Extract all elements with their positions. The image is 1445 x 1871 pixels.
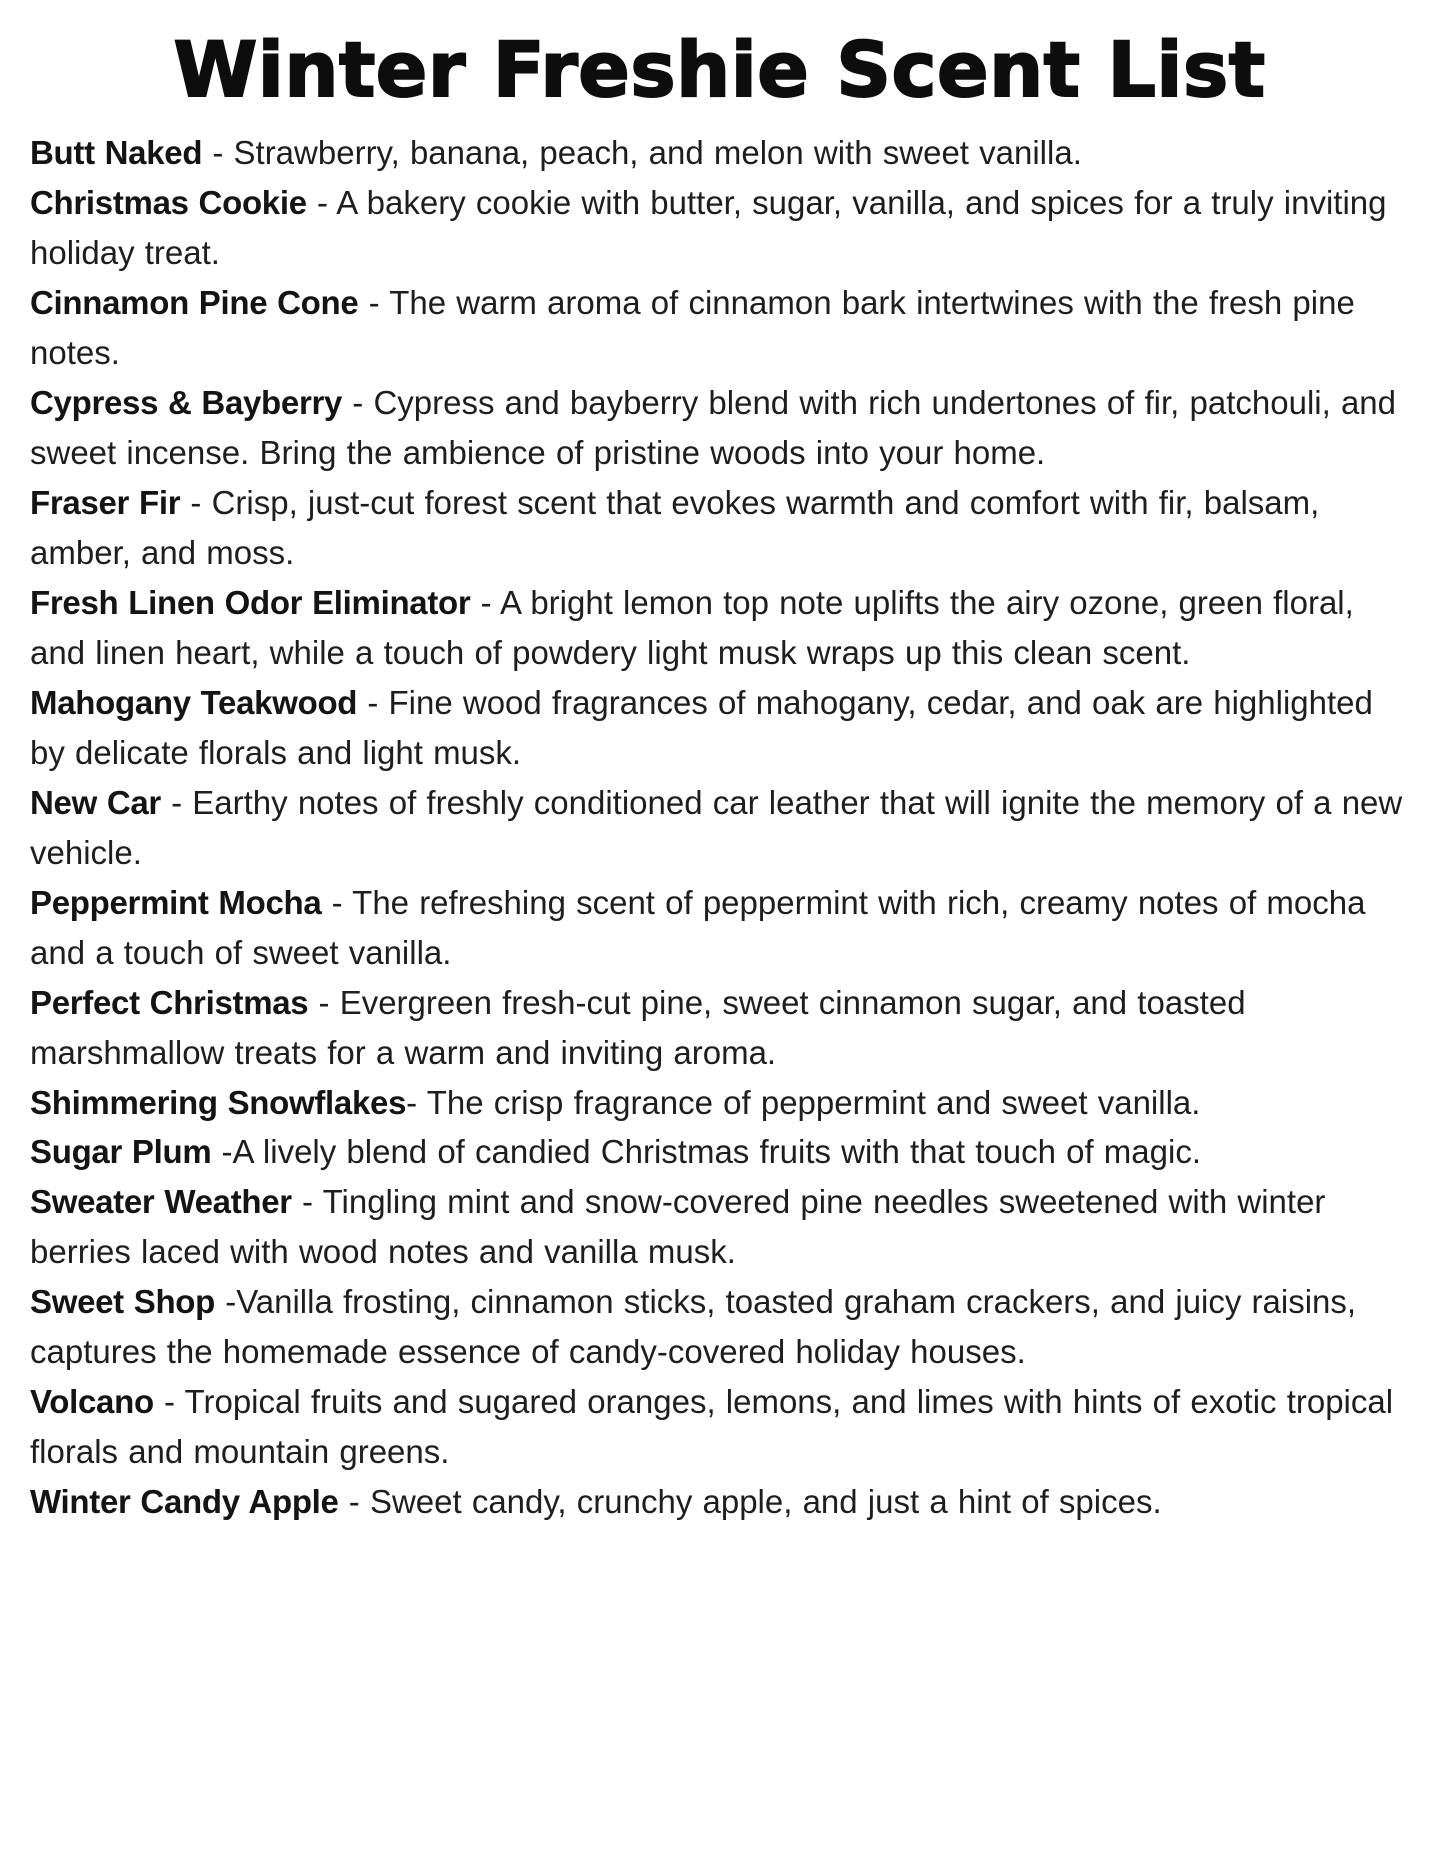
scent-separator: - — [406, 1083, 427, 1121]
scent-entry-sweater-weather — [30, 1177, 1409, 1277]
scent-entry-cinnamon-pine-cone — [30, 278, 1409, 378]
scent-separator: - — [153, 1383, 185, 1421]
scent-description: Tropical fruits and sugared oranges, lemons, and limes with hints of exotic tropical florals and mountain greens. — [30, 1383, 1394, 1471]
scent-entry-winter-candy-apple — [30, 1477, 1409, 1527]
scent-separator: - — [470, 583, 500, 621]
scent-name: Perfect Christmas — [30, 983, 309, 1021]
scent-separator: - — [211, 1133, 233, 1171]
scent-entry-cypress-bayberry — [30, 378, 1409, 478]
scent-entry-new-car — [30, 778, 1409, 878]
scent-name: Christmas Cookie — [30, 183, 307, 221]
scent-entry-mahogany-teakwood — [30, 678, 1409, 778]
scent-separator: - — [291, 1183, 323, 1221]
scent-description: A lively blend of candied Christmas fruits with that touch of magic. — [232, 1133, 1201, 1171]
scent-description: Vanilla frosting, cinnamon sticks, toasted graham crackers, and juicy raisins, captures the homemade essence of candy-covered holiday houses. — [30, 1283, 1357, 1371]
scent-list — [30, 128, 1409, 1528]
scent-separator: - — [321, 883, 353, 921]
scent-name: Sugar Plum — [30, 1133, 212, 1171]
scent-separator: - — [308, 983, 340, 1021]
scent-separator: - — [180, 483, 212, 521]
scent-separator: - — [358, 283, 390, 321]
scent-entry-sweet-shop — [30, 1277, 1409, 1377]
scent-entry-butt-naked — [30, 128, 1409, 178]
scent-entry-perfect-christmas — [30, 978, 1409, 1078]
scent-entry-shimmering-snowflakes — [30, 1078, 1409, 1128]
scent-entry-fraser-fir — [30, 478, 1409, 578]
scent-name: Volcano — [30, 1383, 154, 1421]
scent-name: Fresh Linen Odor Eliminator — [30, 583, 471, 621]
scent-entry-christmas-cookie — [30, 178, 1409, 278]
scent-description: Evergreen fresh-cut pine, sweet cinnamon sugar, and toasted marshmallow treats for a warm and inviting aroma. — [30, 983, 1246, 1071]
scent-name: Winter Candy Apple — [30, 1483, 339, 1521]
scent-entry-fresh-linen-odor-eliminator — [30, 578, 1409, 678]
scent-entry-peppermint-mocha — [30, 878, 1409, 978]
scent-separator: - — [202, 133, 234, 171]
scent-separator: - — [160, 783, 193, 821]
scent-description: Crisp, just-cut forest scent that evokes warmth and comfort with fir, balsam, amber, and moss. — [30, 483, 1320, 571]
scent-separator: - — [338, 1483, 370, 1521]
scent-name: Cypress & Bayberry — [30, 383, 343, 421]
scent-separator: - — [342, 383, 374, 421]
scent-description: Tingling mint and snow-covered pine needles sweetened with winter berries laced with wood notes and vanilla musk. — [30, 1183, 1326, 1271]
scent-name: Butt Naked — [30, 133, 203, 171]
page-title: Winter Freshie Scent List — [173, 25, 1266, 114]
scent-separator: - — [306, 183, 337, 221]
scent-name: Sweet Shop — [30, 1283, 216, 1321]
scent-name: Sweater Weather — [30, 1183, 292, 1221]
scent-description: The warm aroma of cinnamon bark intertwines with the fresh pine notes. — [30, 283, 1355, 371]
scent-description: Cypress and bayberry blend with rich undertones of fir, patchouli, and sweet incense. Bring the ambience of pristine woods into your home. — [30, 383, 1397, 471]
scent-description: The refreshing scent of peppermint with rich, creamy notes of mocha and a touch of sweet vanilla. — [30, 883, 1366, 971]
scent-separator: - — [215, 1283, 237, 1321]
scent-description: Strawberry, banana, peach, and melon with sweet vanilla. — [233, 133, 1082, 171]
scent-name: Shimmering Snowflakes — [30, 1083, 407, 1121]
scent-description: A bakery cookie with butter, sugar, vanilla, and spices for a truly inviting holiday treat. — [30, 183, 1387, 271]
scent-name: Fraser Fir — [30, 483, 181, 521]
scent-separator: - — [357, 683, 389, 721]
scent-name: Peppermint Mocha — [30, 883, 322, 921]
scent-entry-sugar-plum — [30, 1127, 1409, 1177]
scent-description: The crisp fragrance of peppermint and sweet vanilla. — [426, 1083, 1201, 1121]
scent-name: New Car — [30, 783, 161, 821]
scent-entry-volcano — [30, 1377, 1409, 1477]
scent-description: Fine wood fragrances of mahogany, cedar, and oak are highlighted by delicate florals and light musk. — [30, 683, 1373, 771]
scent-description: Sweet candy, crunchy apple, and just a hint of spices. — [369, 1483, 1162, 1521]
scent-description: A bright lemon top note uplifts the airy ozone, green floral, and linen heart, while a touch of powdery light musk wraps up this clean scent. — [30, 583, 1354, 671]
scent-name: Cinnamon Pine Cone — [30, 283, 359, 321]
scent-name: Mahogany Teakwood — [30, 683, 358, 721]
scent-description: Earthy notes of freshly conditioned car leather that will ignite the memory of a new vehicle. — [30, 783, 1403, 871]
